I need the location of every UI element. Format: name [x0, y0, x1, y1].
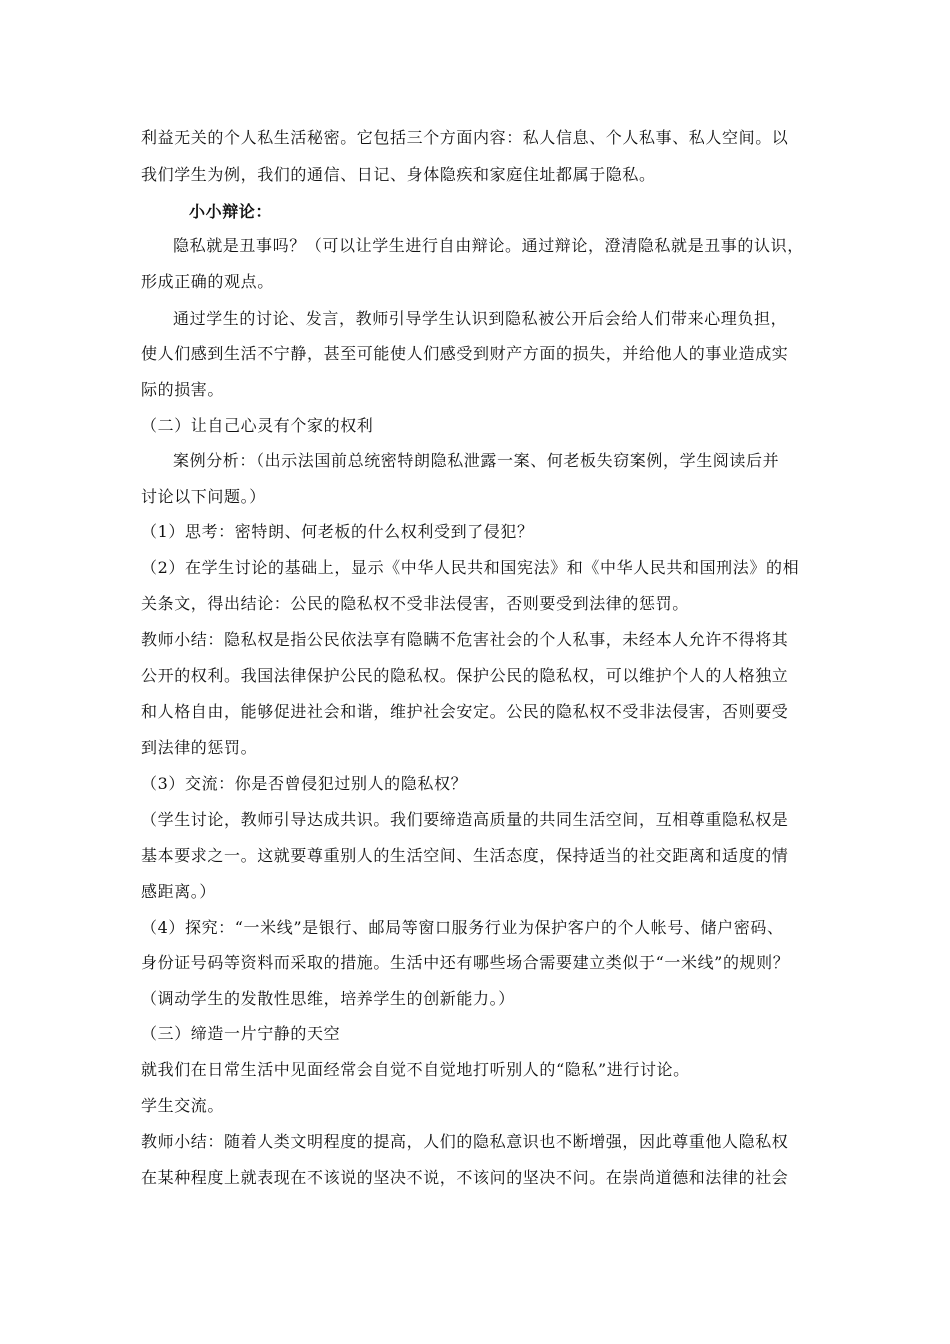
paragraph-line: 感距离。）: [141, 882, 217, 901]
paragraph-line: 使人们感到生活不宁静，甚至可能使人们感受到财产方面的损失，并给他人的事业造成实: [141, 344, 789, 363]
paragraph-line: 关条文，得出结论：公民的隐私权不受非法侵害，否则要受到法律的惩罚。: [141, 594, 689, 613]
section-heading: （二）让自己心灵有个家的权利: [141, 416, 374, 435]
paragraph-line: 教师小结：随着人类文明程度的提高，人们的隐私意识也不断增强，因此尊重他人隐私权: [141, 1132, 789, 1151]
paragraph-line: （调动学生的发散性思维，培养学生的创新能力。）: [141, 989, 515, 1008]
paragraph-line: 隐私就是丑事吗？（可以让学生进行自由辩论。通过辩论，澄清隐私就是丑事的认识，: [173, 236, 804, 255]
paragraph-line: 就我们在日常生活中见面经常会自觉不自觉地打听别人的“隐私”进行讨论。: [141, 1060, 690, 1079]
paragraph-line: （学生讨论，教师引导达成共识。我们要缔造高质量的共同生活空间，互相尊重隐私权是: [141, 810, 789, 829]
paragraph-line: 形成正确的观点。: [141, 272, 274, 291]
paragraph-line: 公开的权利。我国法律保护公民的隐私权。保护公民的隐私权，可以维护个人的人格独立: [141, 666, 789, 685]
section-heading: 小小辩论：: [189, 202, 273, 221]
paragraph-line: 学生交流。: [141, 1096, 225, 1115]
paragraph-line: 案例分析：（出示法国前总统密特朗隐私泄露一案、何老板失窃案例，学生阅读后并: [173, 451, 780, 470]
paragraph-line: （1）思考：密特朗、何老板的什么权利受到了侵犯？: [141, 522, 534, 541]
paragraph-line: 际的损害。: [141, 380, 225, 399]
paragraph-line: 基本要求之一。这就要尊重别人的生活空间、生活态度，保持适当的社交距离和适度的情: [141, 846, 789, 865]
paragraph-line: 教师小结：隐私权是指公民依法享有隐瞒不危害社会的个人私事，未经本人允许不得将其: [141, 630, 789, 649]
section-heading: （三）缔造一片宁静的天空: [141, 1024, 341, 1043]
paragraph-line: 到法律的惩罚。: [141, 738, 258, 757]
paragraph-line: 我们学生为例，我们的通信、日记、身体隐疾和家庭住址都属于隐私。: [141, 165, 656, 184]
paragraph-line: 通过学生的讨论、发言，教师引导学生认识到隐私被公开后会给人们带来心理负担，: [173, 309, 788, 328]
paragraph-line: 利益无关的个人私生活秘密。它包括三个方面内容：私人信息、个人私事、私人空间。以: [141, 128, 789, 147]
paragraph-line: 讨论以下问题。）: [141, 487, 266, 506]
paragraph-line: 身份证号码等资料而采取的措施。生活中还有哪些场合需要建立类似于“一米线”的规则？: [141, 953, 790, 972]
paragraph-line: （4）探究：“一米线”是银行、邮局等窗口服务行业为保护客户的个人帐号、储户密码、: [141, 918, 784, 937]
paragraph-line: （3）交流：你是否曾侵犯过别人的隐私权？: [141, 774, 468, 793]
paragraph-line: （2）在学生讨论的基础上，显示《中华人民共和国宪法》和《中华人民共和国刑法》的相: [141, 558, 800, 577]
paragraph-line: 在某种程度上就表现在不该说的坚决不说，不该问的坚决不问。在崇尚道德和法律的社会: [141, 1168, 789, 1187]
paragraph-line: 和人格自由，能够促进社会和谐，维护社会安定。公民的隐私权不受非法侵害，否则要受: [141, 702, 789, 721]
